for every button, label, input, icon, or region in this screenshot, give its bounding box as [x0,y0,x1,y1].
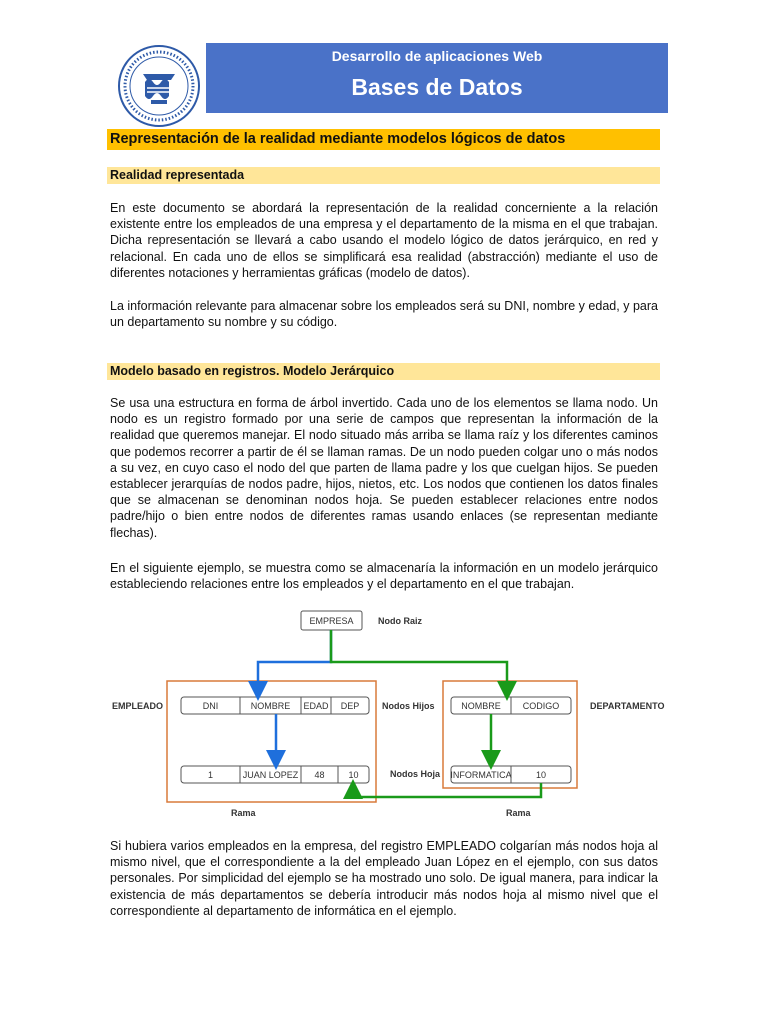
paragraph: Si hubiera varios empleados en la empresa, del registro EMPLEADO colgarían más nodos hoja al mismo nivel, que el correspondiente a la del empleado Juan López en el ejemplo, con sus datos personales. Por simplicidad del ejemplo se ha mostrado uno solo. De igual manera, para indicar la existencia de más departamentos se debería introducir más nodos hoja al mismo nivel que el correspondiente al departamento de informática en el ejemplo. [110,839,658,918]
paragraph: En el siguiente ejemplo, se muestra como se almacenaría la información en un modelo jerárquico estableciendo relaciones entre los empleados y el departamento en el que trabajan. [110,561,658,592]
employee-field: EDAD [303,701,329,711]
department-field: NOMBRE [461,701,501,711]
department-leaf-value: INFORMATICA [450,770,512,780]
employee-leaf-value: 10 [348,770,359,780]
department-group-label: DEPARTAMENTO [590,701,665,711]
root-label: Nodo Raiz [378,616,422,626]
arrow-root-to-department [331,630,507,691]
department-leaf-value: 10 [535,770,547,780]
paragraph: Se usa una estructura en forma de árbol invertido. Cada uno de los elementos se llama nodo. Un nodo es un registro formado por una serie de campos que representan la información de la realidad que queremos manejar. El nodo situado más arriba se llama raíz y los diferentes caminos que podemos recorrer a partir de él se llaman ramas. De un nodo pueden colgar uno o más nodos a su vez, en cuyo caso el nodo del que parten de llama padre y los que cuelgan hijos. Se pueden establecer jerarquías de nodos padre, hijos, nietos, etc. Los nodos que contienen los datos finales que se almacenan se denominan nodos hoja. Se pueden establecer relaciones entre nodos padre/hijo o bien entre nodos de diferentes ramas usando enlaces (se representan mediante flechas). [110,396,658,540]
employee-leaf-value: 48 [314,770,325,780]
arrow-link-branches [353,783,541,797]
header-banner [206,43,668,113]
root-node-label: EMPRESA [309,616,354,626]
section-heading-realidad: Realidad representada [107,167,660,184]
section-heading-modelo-jerarquico: Modelo basado en registros. Modelo Jerárquico [107,363,660,380]
employee-field: DEP [340,701,360,711]
branch-label-left: Rama [231,808,256,818]
paragraph: En este documento se abordará la representación de la realidad concerniente a la relación existente entre los empleados de una empresa y el departamento de la misma en el que trabajan. Dicha representación se llevará a cabo usando el modelo lógico de datos jerárquico, en red y relacional. En cada uno de ellos se simplificará esa realidad (abstracción) mediante el uso de diferentes notaciones y herramientas gráficas (modelo de datos). [110,201,658,280]
header-title: Bases de Datos [351,74,523,100]
arrow-root-to-employee [258,630,331,691]
employee-field: DNI [202,701,219,711]
employee-group-label: EMPLEADO [112,701,164,711]
header-subtitle: Desarrollo de aplicaciones Web [331,48,543,64]
children-label: Nodos Hijos [382,701,435,711]
section-title: Representación de la realidad mediante modelos lógicos de datos [107,129,660,150]
paragraph: La información relevante para almacenar sobre los empleados será su DNI, nombre y edad, y para un departamento su nombre y su código. [110,299,658,330]
department-field: CODIGO [522,701,560,711]
employee-leaf-value: JUAN LOPEZ [242,770,299,780]
employee-leaf-value: 1 [207,770,214,780]
branch-label-right: Rama [506,808,531,818]
university-seal-icon [117,44,201,128]
hierarchical-diagram [100,605,670,820]
employee-field: NOMBRE [250,701,291,711]
leaves-label: Nodos Hoja [390,769,441,779]
